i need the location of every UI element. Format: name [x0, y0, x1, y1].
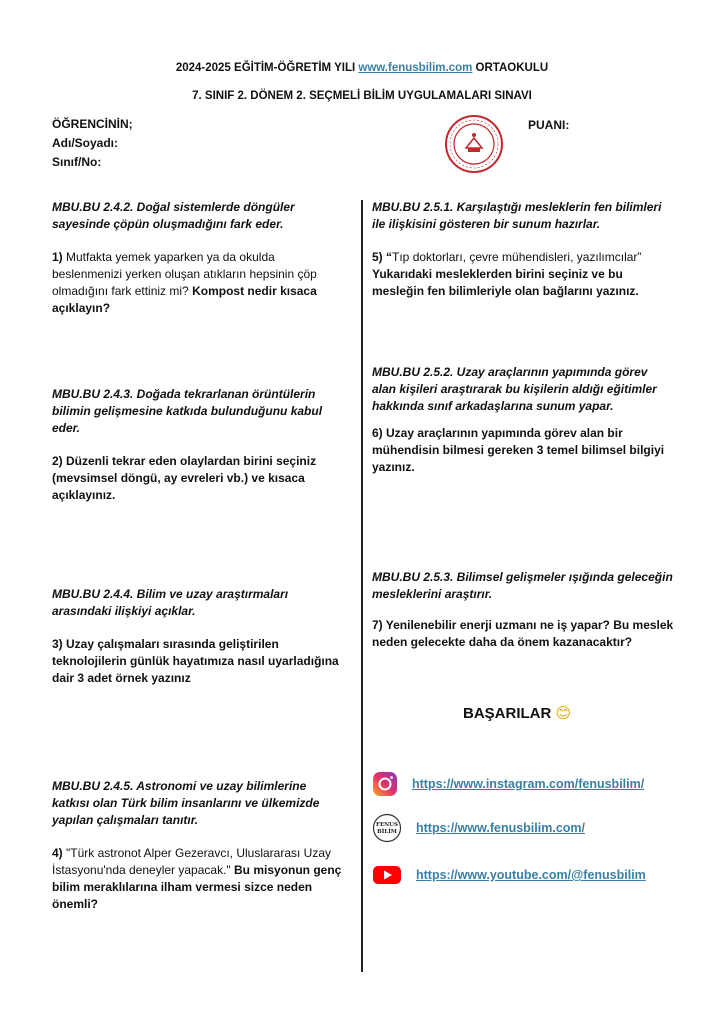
outcome-text: MBU.BU 2.4.5. Astronomi ve uzay bilimlerine katkısı olan Türk bilim insanlarını ve ülkemizde yapılan çalışmaları tanıtır.: [52, 779, 320, 827]
question-3: 3) Uzay çalışmaları sırasında geliştirilen teknolojilerin günlük hayatımıza nasıl uyarladığına dair 3 adet örnek yazınız: [52, 637, 339, 685]
outcome-text: MBU.BU 2.5.3. Bilimsel gelişmeler ışığında geleceğin mesleklerini araştırır.: [372, 570, 673, 601]
student-title: ÖĞRENCİNİN;: [52, 117, 133, 131]
youtube-link[interactable]: https://www.youtube.com/@fenusbilim: [416, 868, 646, 882]
question-5: 5) “Tıp doktorları, çevre mühendisleri, yazılımcılar” Yukarıdaki mesleklerden birini seçiniz ve bu mesleğin fen bilimleriyle olan bağlarını yazınız.: [372, 250, 642, 298]
smile-emoji-icon: 😊: [555, 704, 572, 722]
instagram-link[interactable]: https://www.instagram.com/fenusbilim/: [412, 777, 645, 791]
svg-text:BİLİM: BİLİM: [377, 829, 397, 835]
social-youtube: [372, 861, 646, 889]
youtube-icon: [372, 862, 402, 888]
class-label: Sınıf/No:: [52, 155, 102, 169]
meb-seal-icon: [444, 114, 504, 174]
social-website: [372, 814, 585, 842]
question-6: 6) Uzay araçlarının yapımında görev alan bir mühendisin bilmesi gereken 3 temel bilimsel bilgiyi yazınız.: [372, 426, 665, 474]
question-block-2: [52, 386, 342, 504]
svg-text:FENUS: FENUS: [376, 822, 398, 828]
header-website-link[interactable]: www.fenusbilim.com: [358, 62, 473, 74]
outcome-text: MBU.BU 2.5.2. Uzay araçlarının yapımında görev alan kişileri araştırarak bu kişilerin aldığı eğitimler hakkında sınıf arkadaşlarına sunum yapar.: [372, 365, 657, 413]
column-divider: [361, 200, 363, 972]
outcome-text: MBU.BU 2.4.3. Doğada tekrarlanan örüntülerin bilimin gelişmesine katkıda bulunduğunu kabul eder.: [52, 387, 323, 435]
question-2: 2) Düzenli tekrar eden olaylardan birini seçiniz (mevsimsel döngü, ay evreleri vb.) ve kısaca açıklayınız.: [52, 454, 317, 502]
score-label: PUANI:: [528, 118, 570, 132]
student-info: [52, 115, 133, 172]
exam-title: 7. SINIF 2. DÖNEM 2. SEÇMELİ BİLİM UYGULAMALARI SINAVI: [192, 90, 532, 102]
website-link[interactable]: https://www.fenusbilim.com/: [416, 821, 585, 835]
instagram-icon: [372, 771, 398, 797]
outcome-text: MBU.BU 2.4.2. Doğal sistemlerde döngüler sayesinde çöpün oluşmadığını fark eder.: [52, 200, 295, 231]
question-7: 7) Yenilenebilir enerji uzmanı ne iş yapar? Bu meslek neden gelecekte daha da önem kazanacaktır?: [372, 618, 674, 649]
outcome-text: MBU.BU 2.4.4. Bilim ve uzay araştırmaları arasındaki ilişkiyi açıklar.: [52, 587, 289, 618]
fenusbilim-logo-icon: [372, 813, 402, 843]
outcome-text: MBU.BU 2.5.1. Karşılaştığı mesleklerin fen bilimleri ile ilişkisini gösteren bir sunum hazırlar.: [372, 200, 662, 231]
question-block-3: [52, 586, 342, 687]
question-block-5: [372, 199, 674, 300]
question-block-7: [372, 569, 674, 651]
question-block-4: [52, 778, 342, 913]
name-label: Adı/Soyadı:: [52, 136, 119, 150]
exam-header-line1: 2024-2025 EĞİTİM-ÖĞRETİM YILI www.fenusbilim.com ORTAOKULU: [175, 62, 549, 74]
question-block-6: [372, 364, 674, 476]
social-instagram: [372, 770, 644, 798]
question-block-1: [52, 199, 342, 317]
question-1: 1) Mutfakta yemek yaparken ya da okulda beslenmenizi yerken oluşan atıkların hepsinin çöp olmadığını fark ettiniz mi? Kompost nedir kısaca açıklayın?: [52, 250, 317, 315]
success-message: BAŞARILAR 😊: [463, 704, 572, 722]
question-4: 4) "Türk astronot Alper Gezeravcı, Uluslararası Uzay İstasyonu'nda deneyler yapacak." Bu misyonun genç bilim meraklılarına ilham vermesi sizce neden önemli?: [52, 846, 342, 911]
